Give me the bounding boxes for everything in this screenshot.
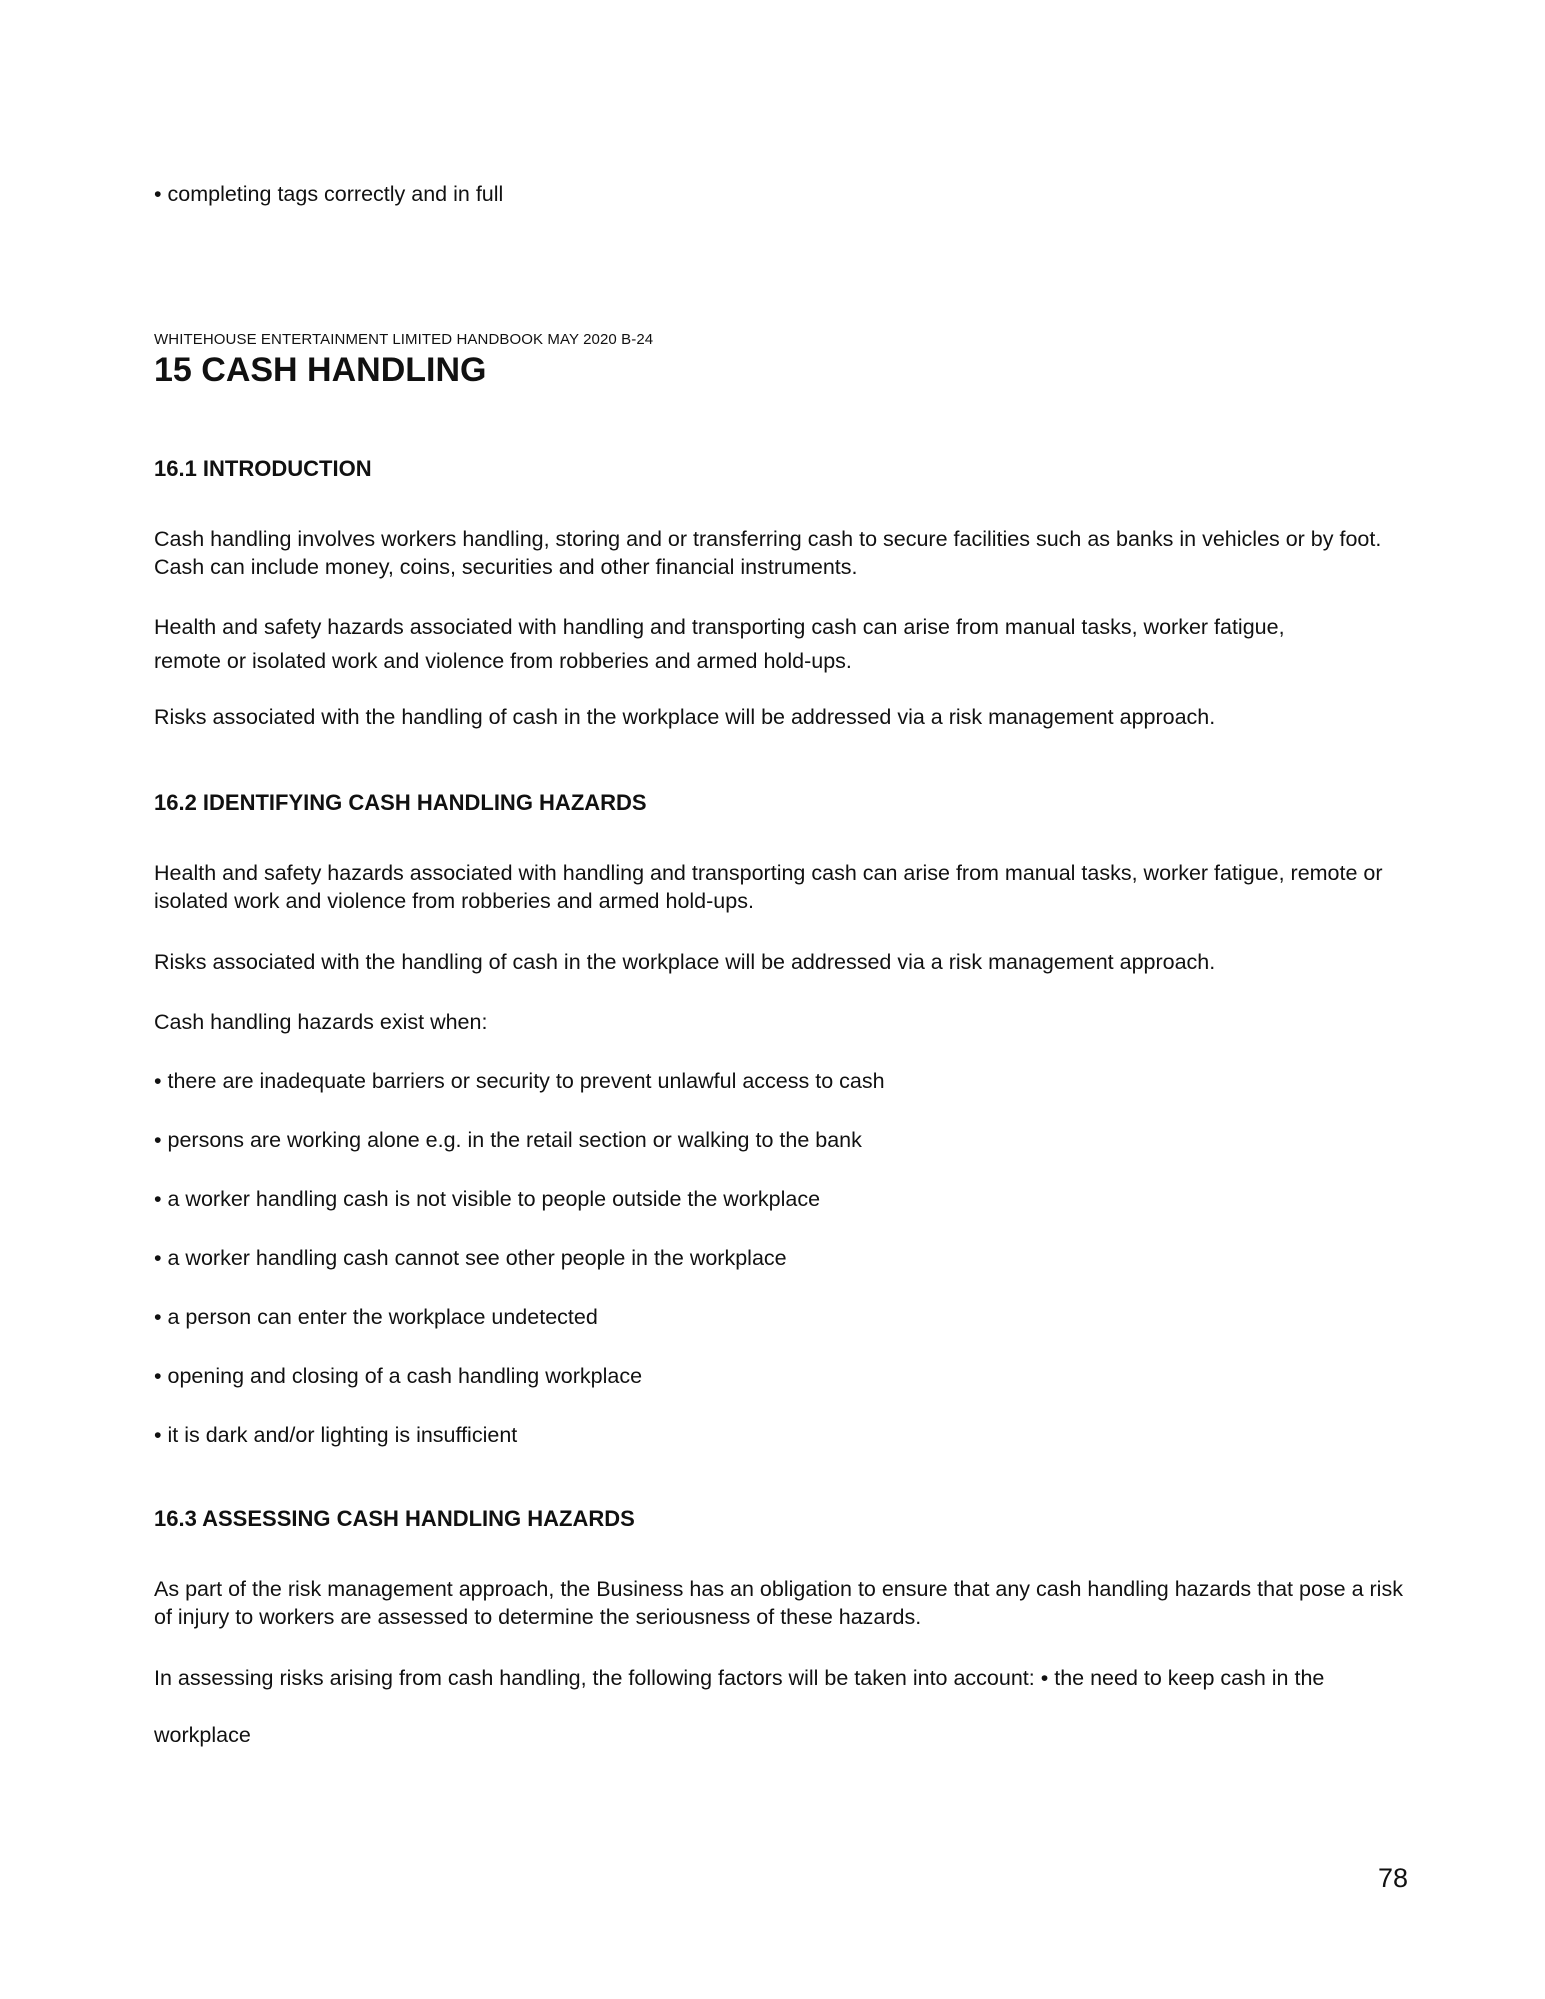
hazard-bullet: • opening and closing of a cash handling workplace [154,1364,643,1388]
intro-paragraph-2-line-1: Health and safety hazards associated with handling and transporting cash can arise from manual tasks, worker fatigue, [154,615,1285,639]
section-heading-assessing: 16.3 ASSESSING CASH HANDLING HAZARDS [154,1506,635,1531]
identifying-paragraph-2: Risks associated with the handling of cash in the workplace will be addressed via a risk management approach. [154,950,1216,974]
chapter-title: 15 CASH HANDLING [154,351,487,389]
bullet-completing-tags: • completing tags correctly and in full [154,182,504,206]
page-number: 78 [1378,1863,1409,1893]
intro-paragraph-1: Cash handling involves workers handling, storing and or transferring cash to secure facilities such as banks in vehicles or by foot. Cash can include money, coins, securities and other financial instruments. [154,527,1382,579]
assessing-paragraph-2: In assessing risks arising from cash handling, the following factors will be taken into account: • the need to keep cash in the [154,1666,1325,1690]
hazard-bullet: • it is dark and/or lighting is insufficient [154,1423,518,1447]
section-heading-identifying: 16.2 IDENTIFYING CASH HANDLING HAZARDS [154,790,647,815]
hazard-bullet: • a person can enter the workplace undetected [154,1305,598,1329]
identifying-paragraph-1: Health and safety hazards associated with handling and transporting cash can arise from manual tasks, worker fatigue, remote or isolated work and violence from robberies and armed hold-ups. [154,861,1383,913]
assessing-paragraph-1: As part of the risk management approach, the Business has an obligation to ensure that any cash handling hazards that pose a risk of injury to workers are assessed to determine the seriousness of these hazards. [154,1577,1403,1629]
hazard-bullet: • there are inadequate barriers or security to prevent unlawful access to cash [154,1069,885,1093]
section-heading-introduction: 16.1 INTRODUCTION [154,456,372,481]
hazard-bullet: • a worker handling cash is not visible to people outside the workplace [154,1187,821,1211]
intro-paragraph-2-line-2: remote or isolated work and violence from robberies and armed hold-ups. [154,649,852,673]
hazard-bullet: • persons are working alone e.g. in the retail section or walking to the bank [154,1128,862,1152]
identifying-paragraph-3: Cash handling hazards exist when: [154,1010,488,1034]
assessing-paragraph-2-continued: workplace [154,1723,251,1747]
intro-paragraph-3: Risks associated with the handling of cash in the workplace will be addressed via a risk management approach. [154,705,1216,729]
running-header: WHITEHOUSE ENTERTAINMENT LIMITED HANDBOOK MAY 2020 B-24 [154,331,654,348]
hazard-bullet: • a worker handling cash cannot see other people in the workplace [154,1246,787,1270]
